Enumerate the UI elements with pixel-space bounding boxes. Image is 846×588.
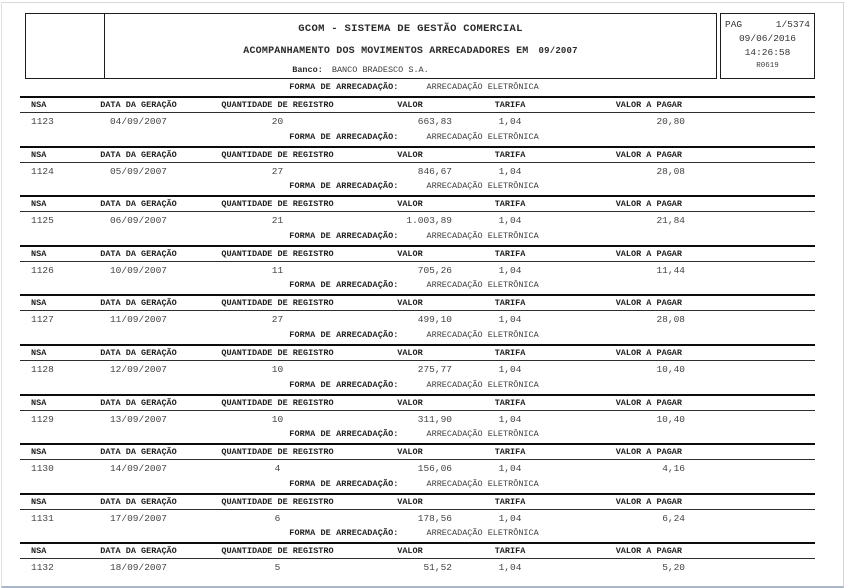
column-header-valor: VALOR bbox=[397, 397, 423, 408]
collection-method-line bbox=[0, 427, 828, 443]
collection-block bbox=[0, 328, 846, 378]
column-header-valor-a-pagar: VALOR A PAGAR bbox=[615, 298, 682, 309]
cell-tarifa: 1,04 bbox=[498, 413, 522, 425]
column-header-quantidade-registro: QUANTIDADE DE REGISTRO bbox=[221, 496, 334, 507]
column-header-data-geracao: DATA DA GERAÇÃO bbox=[100, 347, 177, 358]
table-row bbox=[0, 361, 846, 377]
cell-tarifa: 1,04 bbox=[498, 165, 522, 177]
cell-nsa: 1128 bbox=[31, 363, 54, 375]
report-body bbox=[0, 80, 846, 576]
table-row bbox=[0, 510, 846, 526]
table-row bbox=[0, 411, 846, 427]
print-time: 14:26:58 bbox=[744, 47, 791, 58]
collection-method-value: ARRECADAÇÃO ELETRÔNICA bbox=[426, 230, 539, 241]
table-row bbox=[0, 262, 846, 278]
collection-method-line bbox=[0, 328, 828, 344]
cell-valor: 275,77 bbox=[417, 363, 452, 375]
cell-valor-a-pagar: 10,40 bbox=[656, 413, 685, 425]
report-header-box bbox=[25, 13, 717, 79]
collection-block bbox=[0, 278, 846, 328]
print-date: 09/06/2016 bbox=[738, 33, 796, 44]
table-header-row bbox=[0, 296, 846, 310]
cell-quantidade-registro: 21 bbox=[271, 215, 284, 227]
column-header-quantidade-registro: QUANTIDADE DE REGISTRO bbox=[221, 149, 334, 160]
cell-data-geracao: 06/09/2007 bbox=[109, 215, 167, 227]
table-row bbox=[0, 559, 846, 575]
column-header-data-geracao: DATA DA GERAÇÃO bbox=[100, 149, 177, 160]
collection-method-label: FORMA DE ARRECADAÇÃO: bbox=[289, 131, 399, 142]
column-header-tarifa: TARIFA bbox=[494, 447, 526, 458]
cell-tarifa: 1,04 bbox=[498, 314, 522, 326]
bank-name: BANCO BRADESCO S.A. bbox=[331, 65, 429, 75]
cell-data-geracao: 10/09/2007 bbox=[109, 264, 167, 276]
report-code: R0619 bbox=[756, 62, 779, 70]
cell-valor-a-pagar: 20,80 bbox=[656, 116, 685, 127]
column-header-valor: VALOR bbox=[397, 546, 423, 557]
column-header-data-geracao: DATA DA GERAÇÃO bbox=[100, 496, 177, 507]
cell-quantidade-registro: 5 bbox=[274, 562, 281, 574]
table-header-row bbox=[0, 544, 846, 558]
page-info-row bbox=[721, 18, 814, 32]
logo-box bbox=[26, 14, 105, 78]
column-header-tarifa: TARIFA bbox=[494, 100, 526, 110]
table-header-row bbox=[0, 247, 846, 261]
collection-block bbox=[0, 477, 846, 527]
column-header-nsa: NSA bbox=[31, 546, 47, 557]
cell-quantidade-registro: 20 bbox=[271, 116, 284, 127]
cell-valor-a-pagar: 5,20 bbox=[662, 562, 685, 574]
column-header-tarifa: TARIFA bbox=[494, 149, 526, 160]
column-header-valor: VALOR bbox=[397, 199, 423, 210]
cell-data-geracao: 14/09/2007 bbox=[109, 463, 167, 475]
column-header-data-geracao: DATA DA GERAÇÃO bbox=[100, 100, 177, 110]
collection-method-value: ARRECADAÇÃO ELETRÔNICA bbox=[426, 478, 539, 489]
cell-valor: 663,83 bbox=[417, 116, 452, 127]
collection-method-label: FORMA DE ARRECADAÇÃO: bbox=[289, 379, 399, 390]
table-header-row bbox=[0, 98, 846, 112]
column-header-valor-a-pagar: VALOR A PAGAR bbox=[615, 447, 682, 458]
column-header-valor-a-pagar: VALOR A PAGAR bbox=[615, 149, 682, 160]
cell-valor-a-pagar: 28,08 bbox=[656, 165, 685, 177]
column-header-valor: VALOR bbox=[397, 100, 423, 110]
page-info-box bbox=[720, 13, 815, 79]
collection-block bbox=[0, 427, 846, 477]
column-header-valor-a-pagar: VALOR A PAGAR bbox=[615, 397, 682, 408]
cell-quantidade-registro: 27 bbox=[271, 165, 284, 177]
column-header-nsa: NSA bbox=[31, 496, 47, 507]
collection-method-line bbox=[0, 229, 828, 245]
cell-nsa: 1126 bbox=[31, 264, 54, 276]
cell-nsa: 1132 bbox=[31, 562, 54, 574]
collection-method-value: ARRECADAÇÃO ELETRÔNICA bbox=[426, 379, 539, 390]
collection-method-line bbox=[0, 477, 828, 493]
collection-method-value: ARRECADAÇÃO ELETRÔNICA bbox=[426, 280, 539, 291]
cell-tarifa: 1,04 bbox=[498, 463, 522, 475]
page-label: PAG bbox=[725, 19, 743, 30]
cell-quantidade-registro: 6 bbox=[274, 512, 281, 524]
column-header-tarifa: TARIFA bbox=[494, 199, 526, 210]
report-title bbox=[105, 44, 716, 59]
collection-method-line bbox=[0, 179, 828, 195]
table-row bbox=[0, 163, 846, 179]
cell-data-geracao: 12/09/2007 bbox=[109, 363, 167, 375]
column-header-valor: VALOR bbox=[397, 149, 423, 160]
table-row bbox=[0, 212, 846, 228]
page-number: 1/5374 bbox=[775, 19, 810, 30]
column-header-data-geracao: DATA DA GERAÇÃO bbox=[100, 546, 177, 557]
collection-method-value: ARRECADAÇÃO ELETRÔNICA bbox=[426, 131, 539, 142]
column-header-nsa: NSA bbox=[31, 447, 47, 458]
cell-nsa: 1127 bbox=[31, 314, 54, 326]
column-header-valor-a-pagar: VALOR A PAGAR bbox=[615, 199, 682, 210]
cell-valor: 178,56 bbox=[417, 512, 452, 524]
column-header-tarifa: TARIFA bbox=[494, 298, 526, 309]
cell-quantidade-registro: 10 bbox=[271, 363, 284, 375]
cell-quantidade-registro: 10 bbox=[271, 413, 284, 425]
collection-method-line bbox=[0, 130, 828, 146]
cell-tarifa: 1,04 bbox=[498, 215, 522, 227]
bank-label: Banco: bbox=[292, 65, 323, 75]
column-header-valor-a-pagar: VALOR A PAGAR bbox=[615, 546, 682, 557]
table-row bbox=[0, 311, 846, 327]
collection-method-line bbox=[0, 278, 828, 294]
table-row bbox=[0, 113, 846, 129]
column-header-tarifa: TARIFA bbox=[494, 347, 526, 358]
cell-tarifa: 1,04 bbox=[498, 363, 522, 375]
cell-quantidade-registro: 11 bbox=[271, 264, 284, 276]
column-header-valor: VALOR bbox=[397, 447, 423, 458]
column-header-quantidade-registro: QUANTIDADE DE REGISTRO bbox=[221, 397, 334, 408]
collection-method-label: FORMA DE ARRECADAÇÃO: bbox=[289, 478, 399, 489]
table-row bbox=[0, 460, 846, 476]
table-header-row bbox=[0, 495, 846, 509]
collection-method-label: FORMA DE ARRECADAÇÃO: bbox=[289, 230, 399, 241]
column-header-tarifa: TARIFA bbox=[494, 248, 526, 259]
cell-valor: 51,52 bbox=[423, 562, 452, 574]
cell-nsa: 1124 bbox=[31, 165, 54, 177]
collection-method-value: ARRECADAÇÃO ELETRÔNICA bbox=[426, 528, 539, 539]
cell-valor: 705,26 bbox=[417, 264, 452, 276]
cell-nsa: 1129 bbox=[31, 413, 54, 425]
cell-nsa: 1131 bbox=[31, 512, 54, 524]
column-header-nsa: NSA bbox=[31, 397, 47, 408]
cell-nsa: 1123 bbox=[31, 116, 54, 127]
column-header-valor-a-pagar: VALOR A PAGAR bbox=[615, 100, 682, 110]
column-header-data-geracao: DATA DA GERAÇÃO bbox=[100, 248, 177, 259]
report-titles bbox=[105, 14, 716, 78]
reference-period: 09/2007 bbox=[538, 46, 578, 56]
collection-method-label: FORMA DE ARRECADAÇÃO: bbox=[289, 329, 399, 340]
collection-method-line bbox=[0, 80, 828, 96]
column-header-valor: VALOR bbox=[397, 347, 423, 358]
bank-line bbox=[105, 64, 616, 77]
cell-data-geracao: 13/09/2007 bbox=[109, 413, 167, 425]
cell-valor-a-pagar: 10,40 bbox=[656, 363, 685, 375]
collection-method-value: ARRECADAÇÃO ELETRÔNICA bbox=[426, 329, 539, 340]
report-title-text: ACOMPANHAMENTO DOS MOVIMENTOS ARRECADADORES EM bbox=[243, 46, 529, 57]
column-header-valor-a-pagar: VALOR A PAGAR bbox=[615, 248, 682, 259]
column-header-tarifa: TARIFA bbox=[494, 496, 526, 507]
cell-tarifa: 1,04 bbox=[498, 562, 522, 574]
cell-data-geracao: 04/09/2007 bbox=[109, 116, 167, 127]
collection-block bbox=[0, 378, 846, 428]
cell-quantidade-registro: 4 bbox=[274, 463, 281, 475]
cell-data-geracao: 18/09/2007 bbox=[109, 562, 167, 574]
collection-method-line bbox=[0, 526, 828, 542]
column-header-quantidade-registro: QUANTIDADE DE REGISTRO bbox=[221, 447, 334, 458]
column-header-quantidade-registro: QUANTIDADE DE REGISTRO bbox=[221, 100, 334, 110]
table-header-row bbox=[0, 346, 846, 360]
column-header-data-geracao: DATA DA GERAÇÃO bbox=[100, 199, 177, 210]
column-header-data-geracao: DATA DA GERAÇÃO bbox=[100, 447, 177, 458]
column-header-nsa: NSA bbox=[31, 248, 47, 259]
cell-valor-a-pagar: 21,84 bbox=[656, 215, 685, 227]
cell-quantidade-registro: 27 bbox=[271, 314, 284, 326]
system-title: GCOM - SISTEMA DE GESTÃO COMERCIAL bbox=[298, 23, 523, 35]
table-header-row bbox=[0, 197, 846, 211]
column-header-nsa: NSA bbox=[31, 100, 47, 110]
column-header-nsa: NSA bbox=[31, 347, 47, 358]
cell-valor-a-pagar: 28,08 bbox=[656, 314, 685, 326]
column-header-nsa: NSA bbox=[31, 298, 47, 309]
cell-tarifa: 1,04 bbox=[498, 116, 522, 127]
table-header-row bbox=[0, 445, 846, 459]
cell-valor: 499,10 bbox=[417, 314, 452, 326]
collection-method-value: ARRECADAÇÃO ELETRÔNICA bbox=[426, 82, 539, 92]
cell-tarifa: 1,04 bbox=[498, 264, 522, 276]
collection-method-value: ARRECADAÇÃO ELETRÔNICA bbox=[426, 429, 539, 440]
cell-data-geracao: 05/09/2007 bbox=[109, 165, 167, 177]
table-header-row bbox=[0, 148, 846, 162]
cell-valor-a-pagar: 11,44 bbox=[656, 264, 685, 276]
collection-method-label: FORMA DE ARRECADAÇÃO: bbox=[289, 280, 399, 291]
cell-valor-a-pagar: 4,16 bbox=[662, 463, 685, 475]
column-header-valor-a-pagar: VALOR A PAGAR bbox=[615, 347, 682, 358]
collection-method-label: FORMA DE ARRECADAÇÃO: bbox=[289, 528, 399, 539]
column-header-data-geracao: DATA DA GERAÇÃO bbox=[100, 298, 177, 309]
column-header-quantidade-registro: QUANTIDADE DE REGISTRO bbox=[221, 298, 334, 309]
cell-nsa: 1125 bbox=[31, 215, 54, 227]
column-header-quantidade-registro: QUANTIDADE DE REGISTRO bbox=[221, 248, 334, 259]
cell-nsa: 1130 bbox=[31, 463, 54, 475]
collection-block bbox=[0, 229, 846, 279]
collection-block bbox=[0, 526, 846, 576]
cell-valor: 846,67 bbox=[417, 165, 452, 177]
column-header-valor: VALOR bbox=[397, 248, 423, 259]
column-header-nsa: NSA bbox=[31, 149, 47, 160]
cell-valor: 311,90 bbox=[417, 413, 452, 425]
collection-method-label: FORMA DE ARRECADAÇÃO: bbox=[289, 429, 399, 440]
cell-data-geracao: 17/09/2007 bbox=[109, 512, 167, 524]
column-header-valor: VALOR bbox=[397, 496, 423, 507]
collection-method-line bbox=[0, 378, 828, 394]
cell-valor-a-pagar: 6,24 bbox=[662, 512, 685, 524]
table-header-row bbox=[0, 396, 846, 410]
column-header-valor-a-pagar: VALOR A PAGAR bbox=[615, 496, 682, 507]
column-header-quantidade-registro: QUANTIDADE DE REGISTRO bbox=[221, 199, 334, 210]
column-header-valor: VALOR bbox=[397, 298, 423, 309]
column-header-tarifa: TARIFA bbox=[494, 397, 526, 408]
collection-block bbox=[0, 179, 846, 229]
collection-method-label: FORMA DE ARRECADAÇÃO: bbox=[289, 82, 399, 92]
collection-method-label: FORMA DE ARRECADAÇÃO: bbox=[289, 181, 399, 192]
collection-block bbox=[0, 80, 846, 130]
column-header-quantidade-registro: QUANTIDADE DE REGISTRO bbox=[221, 546, 334, 557]
collection-method-value: ARRECADAÇÃO ELETRÔNICA bbox=[426, 181, 539, 192]
column-header-tarifa: TARIFA bbox=[494, 546, 526, 557]
column-header-data-geracao: DATA DA GERAÇÃO bbox=[100, 397, 177, 408]
column-header-quantidade-registro: QUANTIDADE DE REGISTRO bbox=[221, 347, 334, 358]
column-header-nsa: NSA bbox=[31, 199, 47, 210]
cell-valor: 156,06 bbox=[417, 463, 452, 475]
cell-valor: 1.003,89 bbox=[406, 215, 452, 227]
cell-data-geracao: 11/09/2007 bbox=[109, 314, 167, 326]
cell-tarifa: 1,04 bbox=[498, 512, 522, 524]
collection-block bbox=[0, 130, 846, 180]
